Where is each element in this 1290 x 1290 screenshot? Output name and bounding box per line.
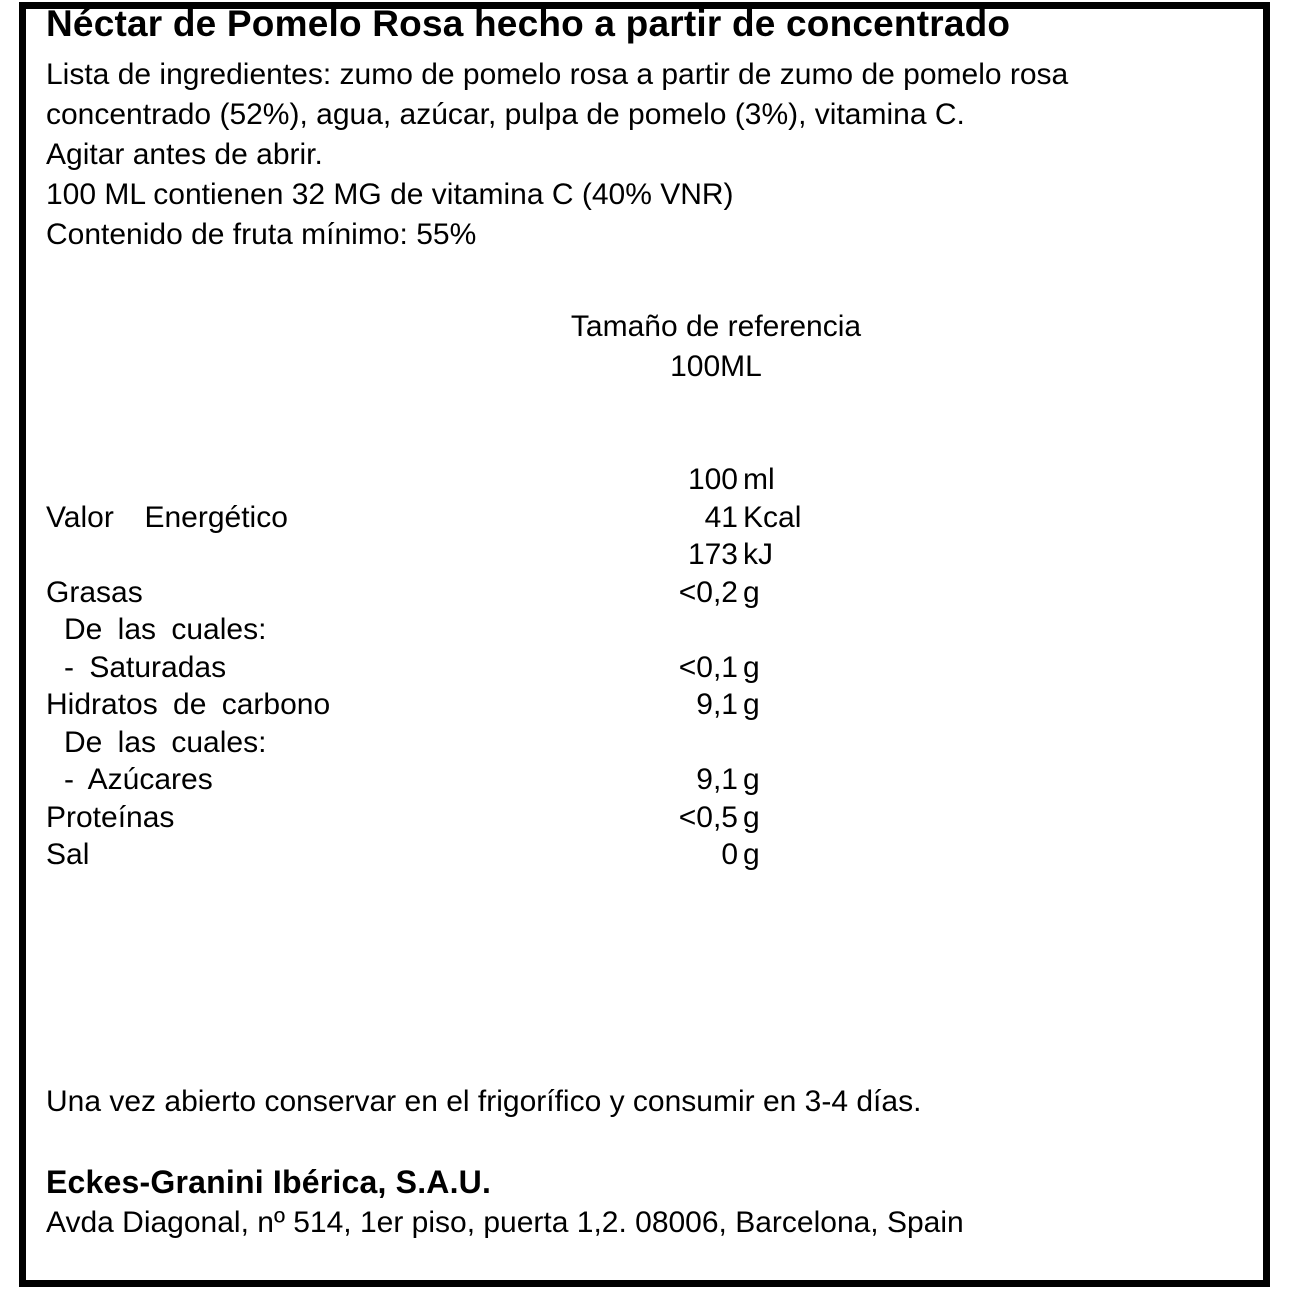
row-label: Sal [46, 838, 90, 871]
intro-section [46, 55, 1196, 255]
vitamin-c-info: 100 ML contienen 32 MG de vitamina C (40% VNR) [46, 178, 734, 211]
row-value: 9,1 [696, 688, 738, 721]
row-value: 0 [721, 838, 738, 871]
nutrition-row-of-which-2 [46, 724, 1096, 762]
manufacturer-name: Eckes-Granini Ibérica, S.A.U. [46, 1164, 492, 1200]
row-unit [738, 724, 743, 762]
label-frame [19, 2, 1270, 1287]
row-value: <0,1 [678, 650, 738, 684]
product-title: Néctar de Pomelo Rosa hecho a partir de concentrado [46, 3, 1011, 44]
nutrition-row-saturates [46, 649, 1096, 687]
row-label: De las cuales: [64, 613, 267, 646]
row-label: Valor Energético [46, 500, 288, 534]
row-value: <0,5 [678, 800, 738, 834]
row-value: 173 [687, 538, 738, 571]
nutrition-row-header [46, 461, 1096, 499]
nutrition-row-carbs [46, 686, 1096, 724]
manufacturer-section [46, 1161, 964, 1243]
nutrition-row-protein [46, 799, 1096, 837]
nutrition-row-salt [46, 836, 1096, 874]
fruit-content-info: Contenido de fruta mínimo: 55% [46, 218, 477, 251]
row-value: 9,1 [696, 763, 738, 796]
storage-instruction: Una vez abierto conservar en el frigorífico y consumir en 3-4 días. [46, 1085, 922, 1118]
nutrition-row-of-which [46, 611, 1096, 649]
reference-heading: Tamaño de referencia [570, 310, 862, 343]
row-unit [738, 611, 743, 649]
row-unit: g [743, 800, 760, 834]
row-label: - Saturadas [64, 650, 227, 684]
row-unit: g [743, 575, 760, 609]
row-unit: g [743, 838, 760, 871]
row-value: 41 [704, 500, 738, 534]
reference-size-block [466, 307, 966, 387]
nutrition-row-energy-kj [46, 536, 1096, 574]
nutrition-row-fat [46, 574, 1096, 612]
manufacturer-address: Avda Diagonal, nº 514, 1er piso, puerta 1,2. 08006, Barcelona, Spain [46, 1206, 964, 1239]
row-label: Hidratos de carbono [46, 688, 331, 721]
row-label [46, 461, 458, 499]
row-unit: Kcal [743, 500, 802, 534]
nutrition-row-energy [46, 499, 1096, 537]
nutrition-table [46, 461, 1096, 874]
row-value: <0,2 [678, 575, 738, 609]
ingredients-text: Lista de ingredientes: zumo de pomelo rosa a partir de zumo de pomelo rosa concentrado (52%), agua, azúcar, pulpa de pomelo (3%), vitamina C. [46, 58, 1069, 131]
row-unit: kJ [743, 538, 773, 571]
nutrition-row-sugars [46, 761, 1096, 799]
row-label: Proteínas [46, 800, 175, 834]
row-unit: ml [743, 463, 775, 496]
shake-instruction: Agitar antes de abrir. [46, 138, 323, 171]
row-label: - Azúcares [64, 763, 213, 796]
row-label: De las cuales: [64, 725, 267, 759]
row-value [458, 611, 738, 649]
row-value [458, 724, 738, 762]
row-unit: g [743, 688, 760, 721]
row-unit: g [743, 650, 760, 684]
reference-size: 100ML [670, 350, 762, 383]
row-label: Grasas [46, 575, 143, 609]
row-label [46, 536, 458, 574]
row-unit: g [743, 763, 760, 796]
row-value: 100 [687, 463, 738, 496]
